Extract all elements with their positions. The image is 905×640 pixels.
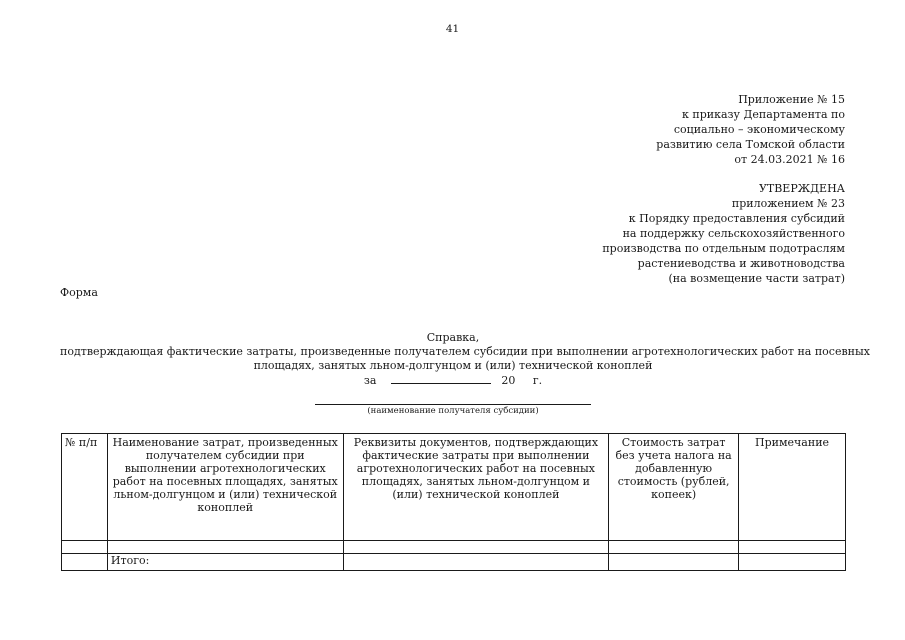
header-cost-amount: Стоимость затрат без учета налога на добавленную стоимость (рублей, копеек) (609, 434, 739, 541)
table-cell (343, 554, 609, 571)
costs-table (61, 433, 846, 571)
approved-line: (на возмещение части затрат) (668, 272, 845, 285)
approved-line: к Порядку предоставления субсидий (628, 212, 845, 225)
total-row (62, 554, 846, 571)
approved-block (602, 181, 845, 286)
table-cell (62, 554, 108, 571)
approved-line: производства по отдельным подотраслям (602, 242, 845, 255)
form-label: Форма (60, 286, 98, 299)
table-row (62, 541, 846, 554)
approved-line: растениеводства и животноводства (637, 257, 845, 270)
period-year: 20 (501, 374, 516, 387)
document-title (60, 331, 870, 388)
header-number: № п/п (62, 434, 108, 541)
header-note: Примечание (739, 434, 846, 541)
appendix-15-line: Приложение № 15 (738, 93, 845, 106)
table-header-row (62, 434, 846, 541)
page-number: 41 (445, 23, 460, 35)
header-cost-name: Наименование затрат, произведенных получателем субсидии при выполнении агротехнологических работ на посевных площадях, занятых льном-долгунцом и (или) технической коноплей (107, 434, 343, 541)
appendix-15-line: развитию села Томской области (656, 138, 845, 151)
recipient-caption: (наименование получателя субсидии) (367, 406, 539, 416)
table-cell (107, 541, 343, 554)
appendix-15-line: к приказу Департамента по (682, 108, 845, 121)
period-prefix: за (363, 374, 377, 387)
appendix-15-line: от 24.03.2021 № 16 (734, 153, 845, 166)
approved-line: на поддержку сельскохозяйственного (622, 227, 845, 240)
table-cell (343, 541, 609, 554)
table-cell (609, 554, 739, 571)
table-cell (609, 541, 739, 554)
table-cell (739, 554, 846, 571)
approved-line: УТВЕРЖДЕНА (758, 182, 845, 195)
table-cell (739, 541, 846, 554)
title-line: подтверждающая фактические затраты, произведенные получателем субсидии при выполнении агротехнологических работ на посевных (60, 345, 870, 358)
appendix-15-line: социально – экономическому (673, 123, 845, 136)
period-suffix: г. (532, 374, 543, 387)
approved-line: приложением № 23 (731, 197, 845, 210)
title-line: площадях, занятых льном-долгунцом и (или) технической коноплей (253, 359, 653, 372)
appendix-15-block (656, 92, 845, 167)
header-documents: Реквизиты документов, подтверждающих фактические затраты при выполнении агротехнологических работ на посевных площадях, занятых льном-долгунцом и (или) технической коноплей (343, 434, 609, 541)
period-line (60, 373, 846, 388)
recipient-name-line (315, 404, 591, 405)
period-blank (391, 373, 491, 384)
total-label: Итого: (107, 554, 343, 571)
title-line: Справка, (426, 331, 480, 344)
table-cell (62, 541, 108, 554)
